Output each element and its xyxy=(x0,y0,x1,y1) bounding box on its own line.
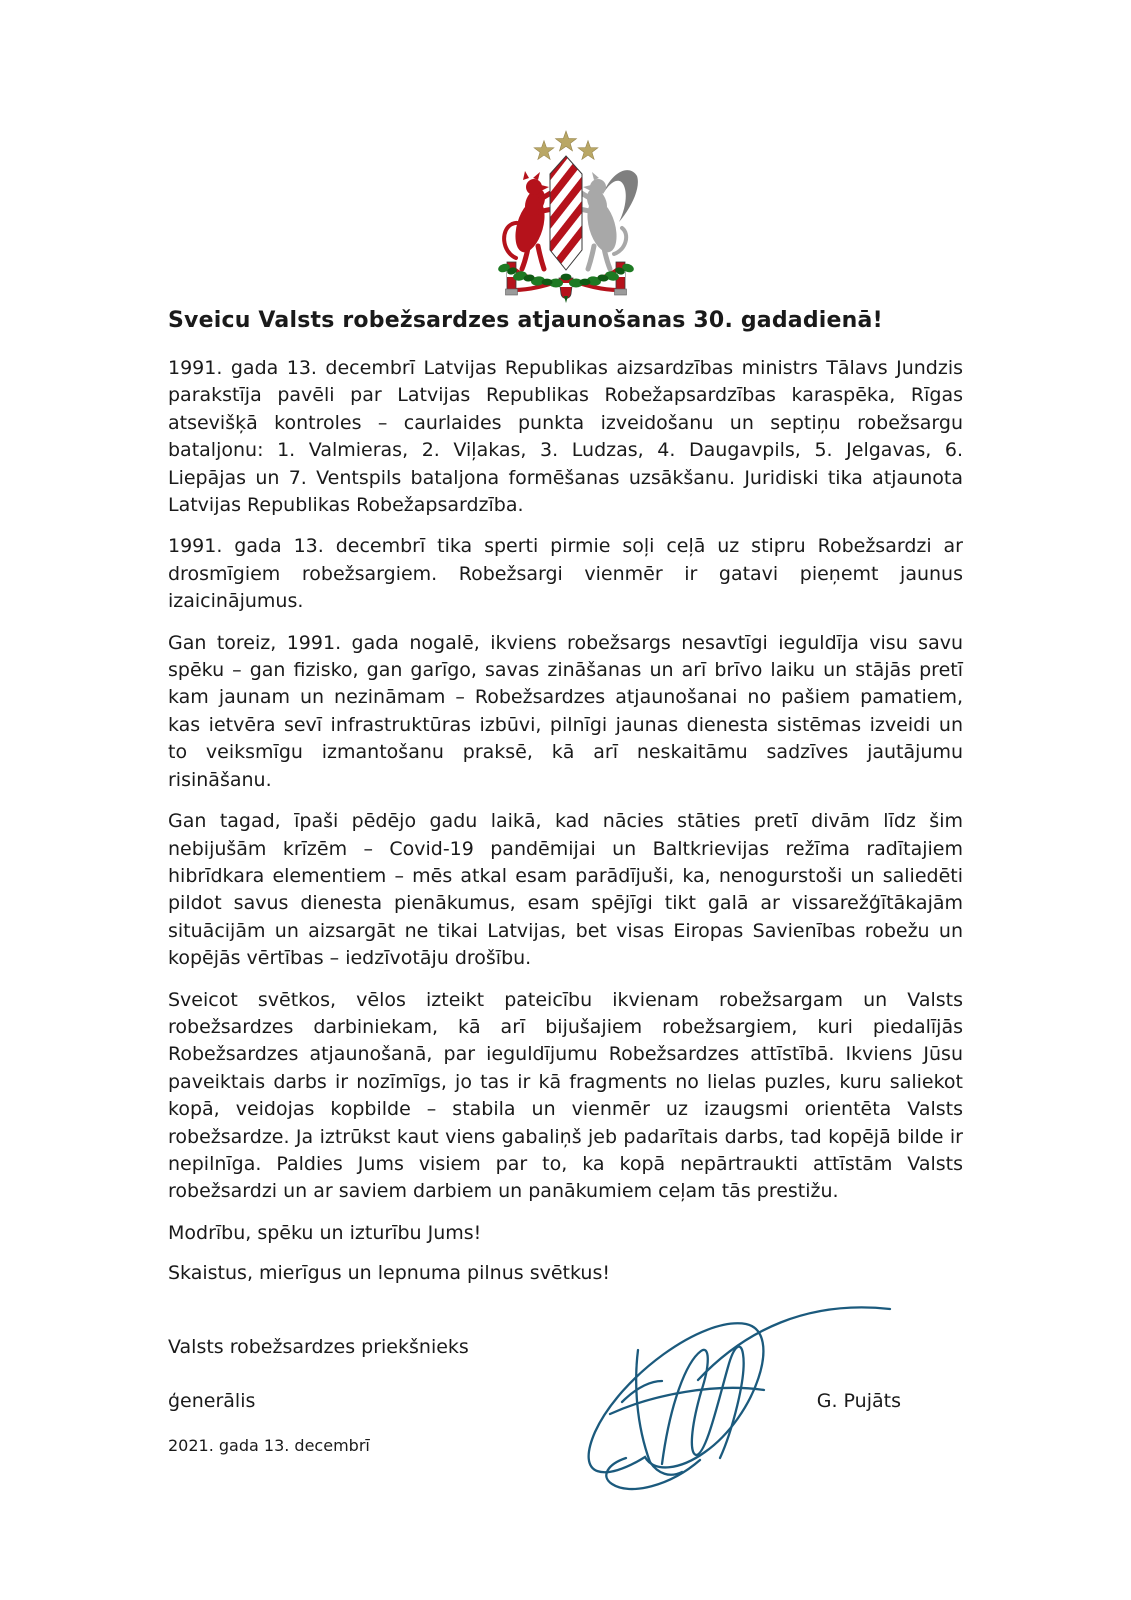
signature-block xyxy=(168,1336,963,1455)
signer-name: G. Pujāts xyxy=(816,1389,901,1412)
paragraph-5: Sveicot svētkos, vēlos izteikt pateicību ikvienam robežsargam un Valsts robežsardzes darbiniekam, kā arī bijušajiem robežsargiem, kuri piedalījās Robežsardzes atjaunošanā, par ieguldījumu Robežsardzes attīstībā. Ikviens Jūsu paveiktais darbs ir nozīmīgs, jo tas ir kā fragments no lielas puzles, kuru saliekot kopā, veidojas kopbilde – stabila un vienmēr uz izaugsmi orientēta Valsts robežsardze. Ja iztrūkst kaut viens gabaliņš jeb padarītais darbs, tad kopējā bilde ir nepilnīga. Paldies Jums visiem par to, ka kopā nepārtraukti attīstām Valsts robežsardzi un ar saviem darbiem un panākumiem ceļam tās prestižu. xyxy=(168,988,963,1203)
coat-of-arms-icon xyxy=(480,128,652,304)
signer-rank: ģenerālis xyxy=(168,1389,256,1412)
signer-position-title: Valsts robežsardzes priekšnieks xyxy=(168,1335,469,1358)
emblem-container xyxy=(0,128,1131,304)
closing-line-2: Skaistus, mierīgus un lepnuma pilnus svētkus! xyxy=(168,1262,610,1285)
closing-line-1: Modrību, spēku un izturību Jums! xyxy=(168,1221,482,1244)
paragraph-3: Gan toreiz, 1991. gada nogalē, ikviens robežsargs nesavtīgi ieguldīja visu savu spēku – gan fizisko, gan garīgo, savas zināšanas un arī brīvo laiku un stājās pretī kam jaunam un nezināmam – Robežsardzes atjaunošanai no pašiem pamatiem, kas ietvēra sevī infrastruktūras izbūvi, pilnīgi jaunas dienesta sistēmas izveidi un to veiksmīgu izmantošanu praksē, kā arī neskaitāmu sadzīves jautājumu risināšanu. xyxy=(168,631,963,791)
silver-griffin-icon xyxy=(575,170,638,269)
page-title: Sveicu Valsts robežsardzes atjaunošanas 30. gadadienā! xyxy=(168,308,883,333)
red-lion-icon xyxy=(504,171,557,269)
letter-date: 2021. gada 13. decembrī xyxy=(168,1435,370,1455)
paragraph-1: 1991. gada 13. decembrī Latvijas Republikas aizsardzības ministrs Tālavs Jundzis parakstīja pavēli par Latvijas Republikas Robežapsardzības karaspēka, Rīgas atsevišķā kontroles – caurlaides punkta izveidošanu un septiņu robežsargu bataljonu: 1. Valmieras, 2. Viļakas, 3. Ludzas, 4. Daugavpils, 5. Jelgavas, 6. Liepājas un 7. Ventspils bataljona formēšanas uzsākšanu. Juridiski tika atjaunota Latvijas Republikas Robežapsardzība. xyxy=(168,357,963,517)
paragraph-4: Gan tagad, īpaši pēdējo gadu laikā, kad nācies stāties pretī divām līdz šim nebijušām krīzēm – Covid-19 pandēmijai un Baltkrievijas režīma radītajiem hibrīdkara elementiem – mēs atkal esam parādījuši, ka, nenogurstoši un saliedēti pildot savus dienesta pienākumus, esam spējīgi tikt galā ar vissarežģītākajām situācijām un aizsargāt ne tikai Latvijas, bet visas Eiropas Savienības robežu un kopējās vērtības – iedzīvotāju drošību. xyxy=(168,810,963,970)
paragraph-2: 1991. gada 13. decembrī tika sperti pirmie soļi ceļā uz stipru Robežsardzi ar drosmīgiem robežsargiem. Robežsargi vienmēr ir gatavi pieņemt jaunus izaicinājumus. xyxy=(168,535,963,613)
gold-stars-icon xyxy=(534,131,598,159)
letter-body xyxy=(168,308,963,1455)
border-post-icon xyxy=(550,156,582,270)
